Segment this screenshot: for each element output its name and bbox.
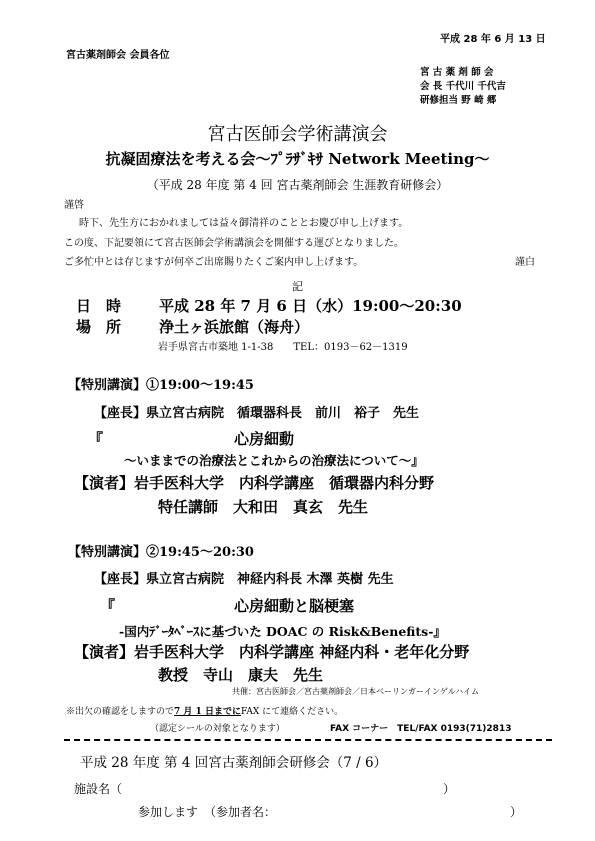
- lecture2-title-open: 『: [100, 597, 116, 615]
- place-label: 場 所: [76, 318, 122, 336]
- place-value: 浄土ヶ浜旅館（海舟）: [159, 318, 310, 336]
- lecture2-heading: 【特別講演】②19:45〜20:30: [68, 545, 254, 560]
- letter-closing: 謹白: [515, 257, 535, 268]
- attend-label: 参加します （参加者名：: [138, 805, 277, 819]
- notice: [66, 704, 343, 717]
- datetime-value: 平成 28 年 7 月 6 日（水）19:00〜20:30: [159, 297, 462, 315]
- lecture2-chair: 【座長】県立宮古病院 神経内科長 木澤 英樹 先生: [94, 572, 394, 587]
- cut-line: [64, 739, 552, 741]
- lecture1-subtitle: 〜いままでの治療法とこれからの治療法について〜』: [124, 453, 424, 468]
- page-subtitle: 抗凝固療法を考える会〜ﾌﾟﾗｻﾞｷｻ Network Meeting〜: [105, 150, 490, 168]
- address: 岩手県宮古市築地 1-1-38 TEL：0193－62－1319: [158, 342, 408, 353]
- letter-line-1: 時下、先生方におかれましては益々御清祥のこととお慶び申し上げます。: [79, 218, 409, 229]
- lecture1-heading: 【特別講演】①19:00〜19:45: [68, 378, 254, 393]
- notice-text-b: FAX にて連絡ください。: [240, 707, 344, 717]
- ki-mark: 記: [292, 280, 303, 293]
- lecture1-chair: 【座長】県立宮古病院 循環器科長 前川 裕子 先生: [94, 406, 420, 421]
- lecture1-title: 心房細動: [234, 430, 295, 448]
- issuer-president: 会 長 千代川 千代吉: [420, 81, 506, 92]
- notice-deadline: 7 月 1 日までに: [174, 707, 241, 717]
- page-title: 宮古医師会学術講演会: [207, 124, 388, 145]
- lecture1-speaker-name: 特任講師 大和田 真玄 先生: [158, 498, 369, 516]
- seal-note: （認定シールの対象となります）: [150, 724, 285, 734]
- lecture2-speaker-affiliation: 【演者】岩手医科大学 内科学講座 神経内科・老年化分野: [74, 643, 470, 661]
- issuer-org: 宮 古 薬 剤 師 会: [420, 67, 494, 78]
- lecture2-speaker-name: 教授 寺山 康夫 先生: [158, 666, 324, 684]
- letter-line-3: ご多忙中とは存じますが何卒ご出席賜りたくご案内申し上げます。: [64, 257, 364, 268]
- issuer-contact: 研修担当 野 崎 郷: [420, 95, 497, 106]
- attend-close: ）: [510, 805, 523, 819]
- letter-line-2: この度、下記要領にて宮古医師会学術講演会を開催する運びとなりました。: [64, 238, 404, 249]
- letter-opening: 謹啓: [64, 200, 84, 211]
- lecture2-subtitle: -国内ﾃﾞｰﾀﾍﾞｰｽに基づいた DOAC の Risk&Benefits-』: [119, 624, 446, 639]
- lecture1-speaker-affiliation: 【演者】岩手医科大学 内科学講座 循環器内科分野: [74, 474, 435, 492]
- issue-date: 平成 28 年 6 月 13 日: [440, 34, 546, 45]
- fax-corner: FAX コーナー TEL/FAX 0193(71)2813: [330, 724, 512, 734]
- lecture2-title: 心房細動と脳梗塞: [234, 597, 355, 615]
- title-note: （平成 28 年度 第 4 回 宮古薬剤師会 生涯教育研修会）: [146, 178, 449, 192]
- lecture1-title-open: 『: [88, 430, 104, 448]
- datetime-label: 日 時: [76, 297, 122, 315]
- cosponsor: 共催：宮古医師会／宮古薬剤師会／日本ベーリンガーインゲルハイム: [232, 687, 480, 696]
- facility-label: 施設名（: [74, 782, 123, 796]
- recipients: 宮古薬剤師会 会員各位: [66, 50, 170, 61]
- notice-text-a: ※出欠の確認をしますので: [66, 707, 175, 717]
- form-title: 平成 28 年度 第 4 回宮古薬剤師会研修会（7 / 6）: [80, 755, 388, 771]
- facility-close: ）: [443, 782, 456, 796]
